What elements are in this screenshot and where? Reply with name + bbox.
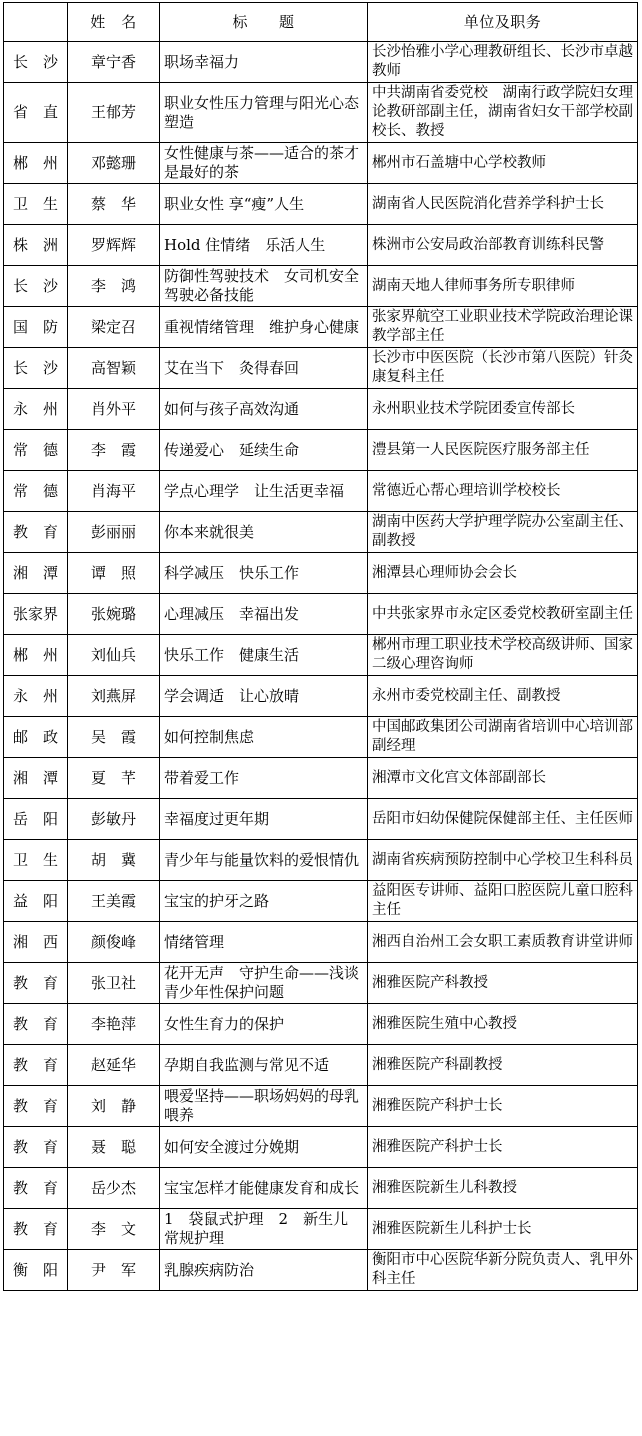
org-cell: 湘潭市文化宫文体部副部长	[368, 758, 638, 799]
name-cell: 尹 军	[68, 1250, 160, 1291]
region-cell: 长 沙	[4, 348, 68, 389]
region-cell: 教 育	[4, 963, 68, 1004]
region-cell: 国 防	[4, 307, 68, 348]
region-cell: 卫 生	[4, 840, 68, 881]
name-cell: 蔡 华	[68, 184, 160, 225]
name-cell: 王郁芳	[68, 83, 160, 143]
org-cell: 中共张家界市永定区委党校教研室副主任	[368, 594, 638, 635]
name-cell: 罗辉辉	[68, 225, 160, 266]
table-row	[4, 471, 638, 512]
region-cell: 永 州	[4, 676, 68, 717]
region-cell: 湘 潭	[4, 758, 68, 799]
table-row	[4, 266, 638, 307]
org-cell: 湘雅医院产科护士长	[368, 1086, 638, 1127]
table-row	[4, 1086, 638, 1127]
title-cell: 科学减压 快乐工作	[160, 553, 368, 594]
table-row	[4, 225, 638, 266]
org-cell: 湘雅医院产科副教授	[368, 1045, 638, 1086]
table-row	[4, 143, 638, 184]
title-cell: 传递爱心 延续生命	[160, 430, 368, 471]
table-row	[4, 758, 638, 799]
title-cell: 带着爱工作	[160, 758, 368, 799]
name-cell: 肖海平	[68, 471, 160, 512]
title-cell: 宝宝怎样才能健康发育和成长	[160, 1168, 368, 1209]
org-cell: 常德近心帮心理培训学校校长	[368, 471, 638, 512]
table-row	[4, 430, 638, 471]
region-cell: 教 育	[4, 1004, 68, 1045]
org-cell: 益阳医专讲师、益阳口腔医院儿童口腔科主任	[368, 881, 638, 922]
table-row	[4, 42, 638, 83]
region-cell: 长 沙	[4, 42, 68, 83]
table-row	[4, 635, 638, 676]
org-cell: 岳阳市妇幼保健院保健部主任、主任医师	[368, 799, 638, 840]
title-cell: 乳腺疾病防治	[160, 1250, 368, 1291]
region-cell: 株 洲	[4, 225, 68, 266]
name-cell: 李 鸿	[68, 266, 160, 307]
title-cell: 宝宝的护牙之路	[160, 881, 368, 922]
org-cell: 永州职业技术学院团委宣传部长	[368, 389, 638, 430]
table-row	[4, 553, 638, 594]
region-cell: 永 州	[4, 389, 68, 430]
name-cell: 梁定召	[68, 307, 160, 348]
org-cell: 湖南中医药大学护理学院办公室副主任、副教授	[368, 512, 638, 553]
region-cell: 湘 西	[4, 922, 68, 963]
org-cell: 湘雅医院生殖中心教授	[368, 1004, 638, 1045]
region-cell: 教 育	[4, 1168, 68, 1209]
org-cell: 长沙市中医医院（长沙市第八医院）针灸康复科主任	[368, 348, 638, 389]
title-cell: 职业女性压力管理与阳光心态塑造	[160, 83, 368, 143]
table-row	[4, 717, 638, 758]
title-cell: 艾在当下 灸得春回	[160, 348, 368, 389]
title-cell: 1 袋鼠式护理 2 新生儿常规护理	[160, 1209, 368, 1250]
org-cell: 澧县第一人民医院医疗服务部主任	[368, 430, 638, 471]
title-cell: 情绪管理	[160, 922, 368, 963]
lecturer-table	[3, 2, 638, 1291]
title-cell: 职业女性 享“瘦”人生	[160, 184, 368, 225]
title-cell: 你本来就很美	[160, 512, 368, 553]
region-cell: 常 德	[4, 430, 68, 471]
table-header-row	[4, 3, 638, 42]
title-cell: 如何与孩子高效沟通	[160, 389, 368, 430]
table-body	[4, 42, 638, 1291]
name-cell: 彭丽丽	[68, 512, 160, 553]
region-cell: 湘 潭	[4, 553, 68, 594]
name-cell: 赵延华	[68, 1045, 160, 1086]
table-row	[4, 512, 638, 553]
region-cell: 省 直	[4, 83, 68, 143]
table-row	[4, 922, 638, 963]
name-cell: 章宁香	[68, 42, 160, 83]
org-cell: 永州市委党校副主任、副教授	[368, 676, 638, 717]
name-cell: 颜俊峰	[68, 922, 160, 963]
name-cell: 张婉璐	[68, 594, 160, 635]
name-cell: 王美霞	[68, 881, 160, 922]
table-row	[4, 348, 638, 389]
header-title: 标 题	[160, 3, 368, 42]
org-cell: 株洲市公安局政治部教育训练科民警	[368, 225, 638, 266]
title-cell: 重视情绪管理 维护身心健康	[160, 307, 368, 348]
name-cell: 李艳萍	[68, 1004, 160, 1045]
region-cell: 教 育	[4, 1127, 68, 1168]
region-cell: 衡 阳	[4, 1250, 68, 1291]
org-cell: 湖南省疾病预防控制中心学校卫生科科员	[368, 840, 638, 881]
name-cell: 肖外平	[68, 389, 160, 430]
table-row	[4, 676, 638, 717]
name-cell: 吴 霞	[68, 717, 160, 758]
name-cell: 刘仙兵	[68, 635, 160, 676]
title-cell: Hold 住情绪 乐活人生	[160, 225, 368, 266]
table-row	[4, 389, 638, 430]
name-cell: 彭敏丹	[68, 799, 160, 840]
title-cell: 女性生育力的保护	[160, 1004, 368, 1045]
name-cell: 刘 静	[68, 1086, 160, 1127]
title-cell: 如何安全渡过分娩期	[160, 1127, 368, 1168]
region-cell: 张家界	[4, 594, 68, 635]
org-cell: 湘雅医院产科护士长	[368, 1127, 638, 1168]
title-cell: 女性健康与茶——适合的茶才是最好的茶	[160, 143, 368, 184]
region-cell: 邮 政	[4, 717, 68, 758]
name-cell: 刘燕屏	[68, 676, 160, 717]
region-cell: 卫 生	[4, 184, 68, 225]
org-cell: 郴州市理工职业技术学校高级讲师、国家二级心理咨询师	[368, 635, 638, 676]
table-row	[4, 1127, 638, 1168]
region-cell: 常 德	[4, 471, 68, 512]
org-cell: 张家界航空工业职业技术学院政治理论课教学部主任	[368, 307, 638, 348]
name-cell: 胡 冀	[68, 840, 160, 881]
name-cell: 岳少杰	[68, 1168, 160, 1209]
name-cell: 李 文	[68, 1209, 160, 1250]
header-name: 姓 名	[68, 3, 160, 42]
table-row	[4, 1045, 638, 1086]
table-row	[4, 594, 638, 635]
org-cell: 湘雅医院新生儿科教授	[368, 1168, 638, 1209]
org-cell: 湘雅医院新生儿科护士长	[368, 1209, 638, 1250]
name-cell: 夏 芊	[68, 758, 160, 799]
table-row	[4, 881, 638, 922]
name-cell: 李 霞	[68, 430, 160, 471]
table-row	[4, 307, 638, 348]
table-row	[4, 840, 638, 881]
org-cell: 长沙怡雅小学心理教研组长、长沙市卓越教师	[368, 42, 638, 83]
title-cell: 职场幸福力	[160, 42, 368, 83]
org-cell: 衡阳市中心医院华新分院负责人、乳甲外科主任	[368, 1250, 638, 1291]
org-cell: 中国邮政集团公司湖南省培训中心培训部副经理	[368, 717, 638, 758]
title-cell: 花开无声 守护生命——浅谈青少年性保护问题	[160, 963, 368, 1004]
title-cell: 如何控制焦虑	[160, 717, 368, 758]
region-cell: 教 育	[4, 1045, 68, 1086]
table-row	[4, 1209, 638, 1250]
table-row	[4, 799, 638, 840]
org-cell: 中共湖南省委党校 湖南行政学院妇女理论教研部副主任，湖南省妇女干部学校副校长、教授	[368, 83, 638, 143]
region-cell: 教 育	[4, 512, 68, 553]
title-cell: 喂爱坚持——职场妈妈的母乳喂养	[160, 1086, 368, 1127]
table-row	[4, 1168, 638, 1209]
org-cell: 湖南天地人律师事务所专职律师	[368, 266, 638, 307]
org-cell: 湘西自治州工会女职工素质教育讲堂讲师	[368, 922, 638, 963]
name-cell: 聂 聪	[68, 1127, 160, 1168]
name-cell: 邓懿珊	[68, 143, 160, 184]
title-cell: 快乐工作 健康生活	[160, 635, 368, 676]
org-cell: 郴州市石盖塘中心学校教师	[368, 143, 638, 184]
table-row	[4, 963, 638, 1004]
region-cell: 郴 州	[4, 635, 68, 676]
title-cell: 心理减压 幸福出发	[160, 594, 368, 635]
region-cell: 长 沙	[4, 266, 68, 307]
header-org: 单位及职务	[368, 3, 638, 42]
title-cell: 青少年与能量饮料的爱恨情仇	[160, 840, 368, 881]
region-cell: 岳 阳	[4, 799, 68, 840]
org-cell: 湘雅医院产科教授	[368, 963, 638, 1004]
title-cell: 幸福度过更年期	[160, 799, 368, 840]
header-region	[4, 3, 68, 42]
title-cell: 防御性驾驶技术 女司机安全驾驶必备技能	[160, 266, 368, 307]
name-cell: 谭 照	[68, 553, 160, 594]
table-row	[4, 1004, 638, 1045]
name-cell: 张卫社	[68, 963, 160, 1004]
table-row	[4, 83, 638, 143]
table-row	[4, 184, 638, 225]
region-cell: 郴 州	[4, 143, 68, 184]
org-cell: 湖南省人民医院消化营养学科护士长	[368, 184, 638, 225]
region-cell: 益 阳	[4, 881, 68, 922]
title-cell: 学点心理学 让生活更幸福	[160, 471, 368, 512]
title-cell: 学会调适 让心放晴	[160, 676, 368, 717]
org-cell: 湘潭县心理师协会会长	[368, 553, 638, 594]
name-cell: 高智颖	[68, 348, 160, 389]
region-cell: 教 育	[4, 1209, 68, 1250]
title-cell: 孕期自我监测与常见不适	[160, 1045, 368, 1086]
region-cell: 教 育	[4, 1086, 68, 1127]
table-row	[4, 1250, 638, 1291]
